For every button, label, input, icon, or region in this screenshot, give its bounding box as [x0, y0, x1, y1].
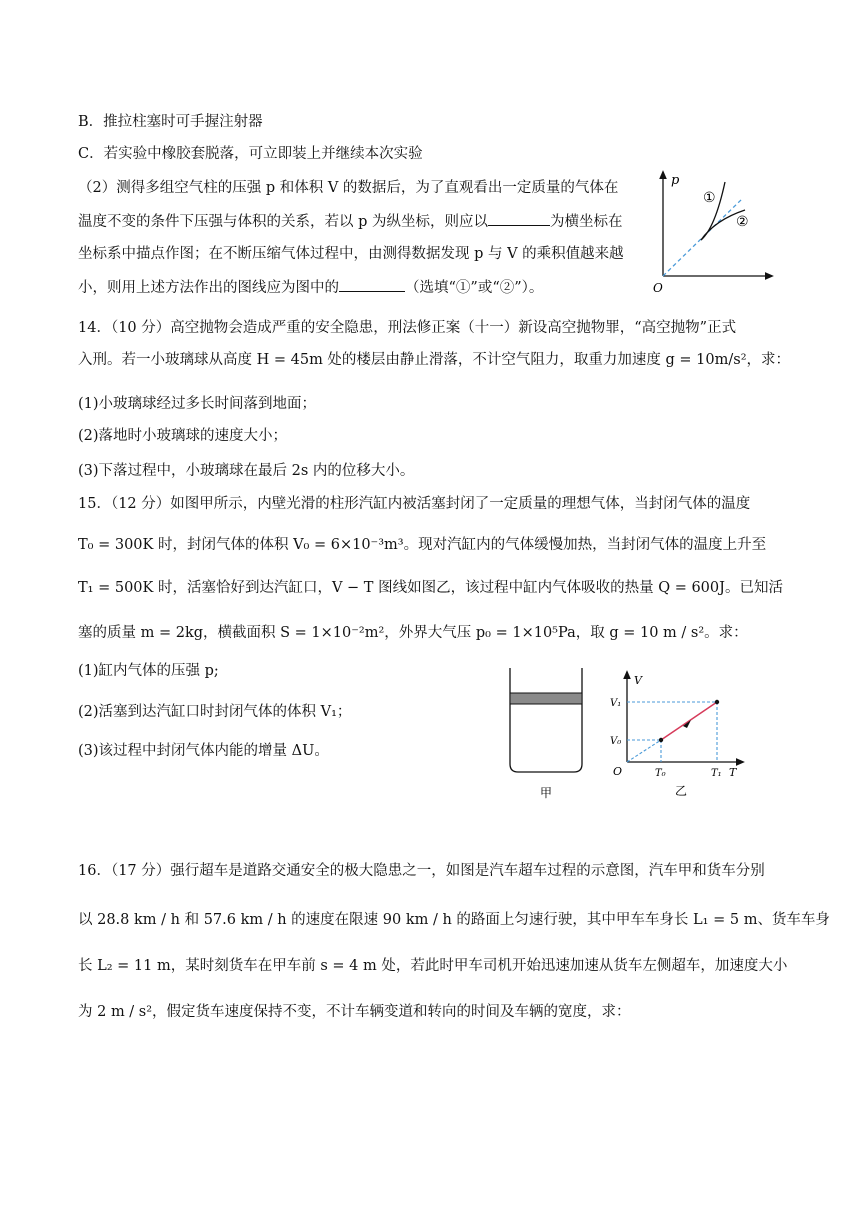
q13-part2-line1: （2）测得多组空气柱的压强 p 和体积 V 的数据后，为了直观看出一定质量的气体在	[78, 180, 619, 196]
q13-y-label: p	[671, 173, 680, 188]
q13-option-c: C．若实验中橡胶套脱落，可立即装上并继续本次实验	[78, 146, 423, 162]
q15-sub1: (1)缸内气体的压强 p;	[78, 663, 219, 679]
q13-part2-line4	[78, 277, 543, 298]
q15-sub2: (2)活塞到达汽缸口时封闭气体的体积 V₁；	[78, 704, 352, 720]
q15-line4: 塞的质量 m = 2kg，横截面积 S = 1×10⁻²m²，外界大气压 p₀ = 1×10⁵Pa，取 g = 10 m / s²。求：	[78, 625, 748, 641]
q15-vt-graph	[605, 668, 745, 800]
q16-line1: 16．（17 分）强行超车是道路交通安全的极大隐患之一，如图是汽车超车过程的示意图，汽车甲和货车分别	[78, 863, 765, 879]
piston	[510, 693, 582, 704]
vt-v1-label: V₁	[610, 698, 622, 709]
vt-x-label: T	[729, 766, 737, 779]
q16-line2: 以 28.8 km / h 和 57.6 km / h 的速度在限速 90 km / h 的路面上匀速行驶，其中甲车车身长 L₁ = 5 m、货车车身	[78, 912, 830, 928]
q16-line3: 长 L₂ = 11 m，某时刻货车在甲车前 s = 4 m 处，若此时甲车司机开始迅速加速从货车左侧超车，加速度大小	[78, 958, 788, 974]
q15-line1: 15．（12 分）如图甲所示，内壁光滑的柱形汽缸内被活塞封闭了一定质量的理想气体，当封闭气体的温度	[78, 496, 751, 512]
q15-sub3: (3)该过程中封闭气体内能的增量 ΔU。	[78, 743, 329, 759]
vt-v0-label: V₀	[610, 736, 622, 747]
q13-part2-line4-tail: （选填“①”或“②”）。	[405, 280, 544, 296]
q13-option-b: B．推拉柱塞时可手握注射器	[78, 114, 263, 130]
q13-part2-line2-text: 温度不变的条件下压强与体积的关系，若以 p 为纵坐标，则应以	[78, 214, 488, 230]
q16-line4: 为 2 m / s²，假定货车速度保持不变，不计车辆变道和转向的时间及车辆的宽度，求：	[78, 1004, 631, 1020]
vt-point-start	[659, 738, 663, 742]
q14-line2: 入刑。若一小玻璃球从高度 H = 45m 处的楼层由静止滑落，不计空气阻力，取重力加速度 g = 10m/s²，求：	[78, 352, 791, 368]
q15-cylinder-figure	[500, 660, 600, 800]
q14-sub2: (2)落地时小玻璃球的速度大小；	[78, 428, 288, 444]
q13-part2-line3: 坐标系中描点作图；在不断压缩气体过程中，由测得数据发现 p 与 V 的乘积值越来越	[78, 246, 624, 262]
vt-y-label: V	[634, 674, 642, 687]
vt-dashed-origin	[627, 740, 661, 762]
fig-yi-label: 乙	[675, 784, 688, 798]
vt-t1-label: T₁	[711, 768, 722, 779]
vt-process-line	[661, 702, 717, 740]
q13-part2-line4-text: 小，则用上述方法作出的图线应为图中的	[78, 280, 339, 296]
q13-part2-line2	[78, 211, 623, 232]
q13-curve-1-label: ①	[703, 190, 716, 206]
vt-t0-label: T₀	[655, 768, 666, 779]
vt-point-end	[715, 700, 719, 704]
q14-sub1: (1)小玻璃球经过多长时间落到地面；	[78, 396, 317, 412]
q14-sub3: (3)下落过程中，小玻璃球在最后 2s 内的位移大小。	[78, 463, 415, 479]
q15-line2: T₀ = 300K 时，封闭气体的体积 V₀ = 6×10⁻³m³。现对汽缸内的气体缓慢加热，当封闭气体的温度上升至	[78, 537, 767, 553]
cylinder-wall	[510, 668, 582, 772]
q13-origin: O	[653, 281, 663, 295]
answer-blank-1	[488, 211, 550, 226]
q15-line3: T₁ = 500K 时，活塞恰好到达汽缸口，V − T 图线如图乙，该过程中缸内气体吸收的热量 Q = 600J。已知活	[78, 580, 783, 596]
q13-p-graph	[645, 168, 775, 296]
vt-origin: O	[613, 765, 623, 778]
q14-line1: 14．（10 分）高空抛物会造成严重的安全隐患，刑法修正案（十一）新设高空抛物罪，“高空抛物”正式	[78, 320, 737, 336]
q13-part2-line2-tail: 为横坐标在	[550, 214, 623, 230]
answer-blank-2	[339, 277, 405, 292]
q13-curve-2-label: ②	[736, 214, 749, 230]
fig-jia-label: 甲	[540, 786, 553, 800]
